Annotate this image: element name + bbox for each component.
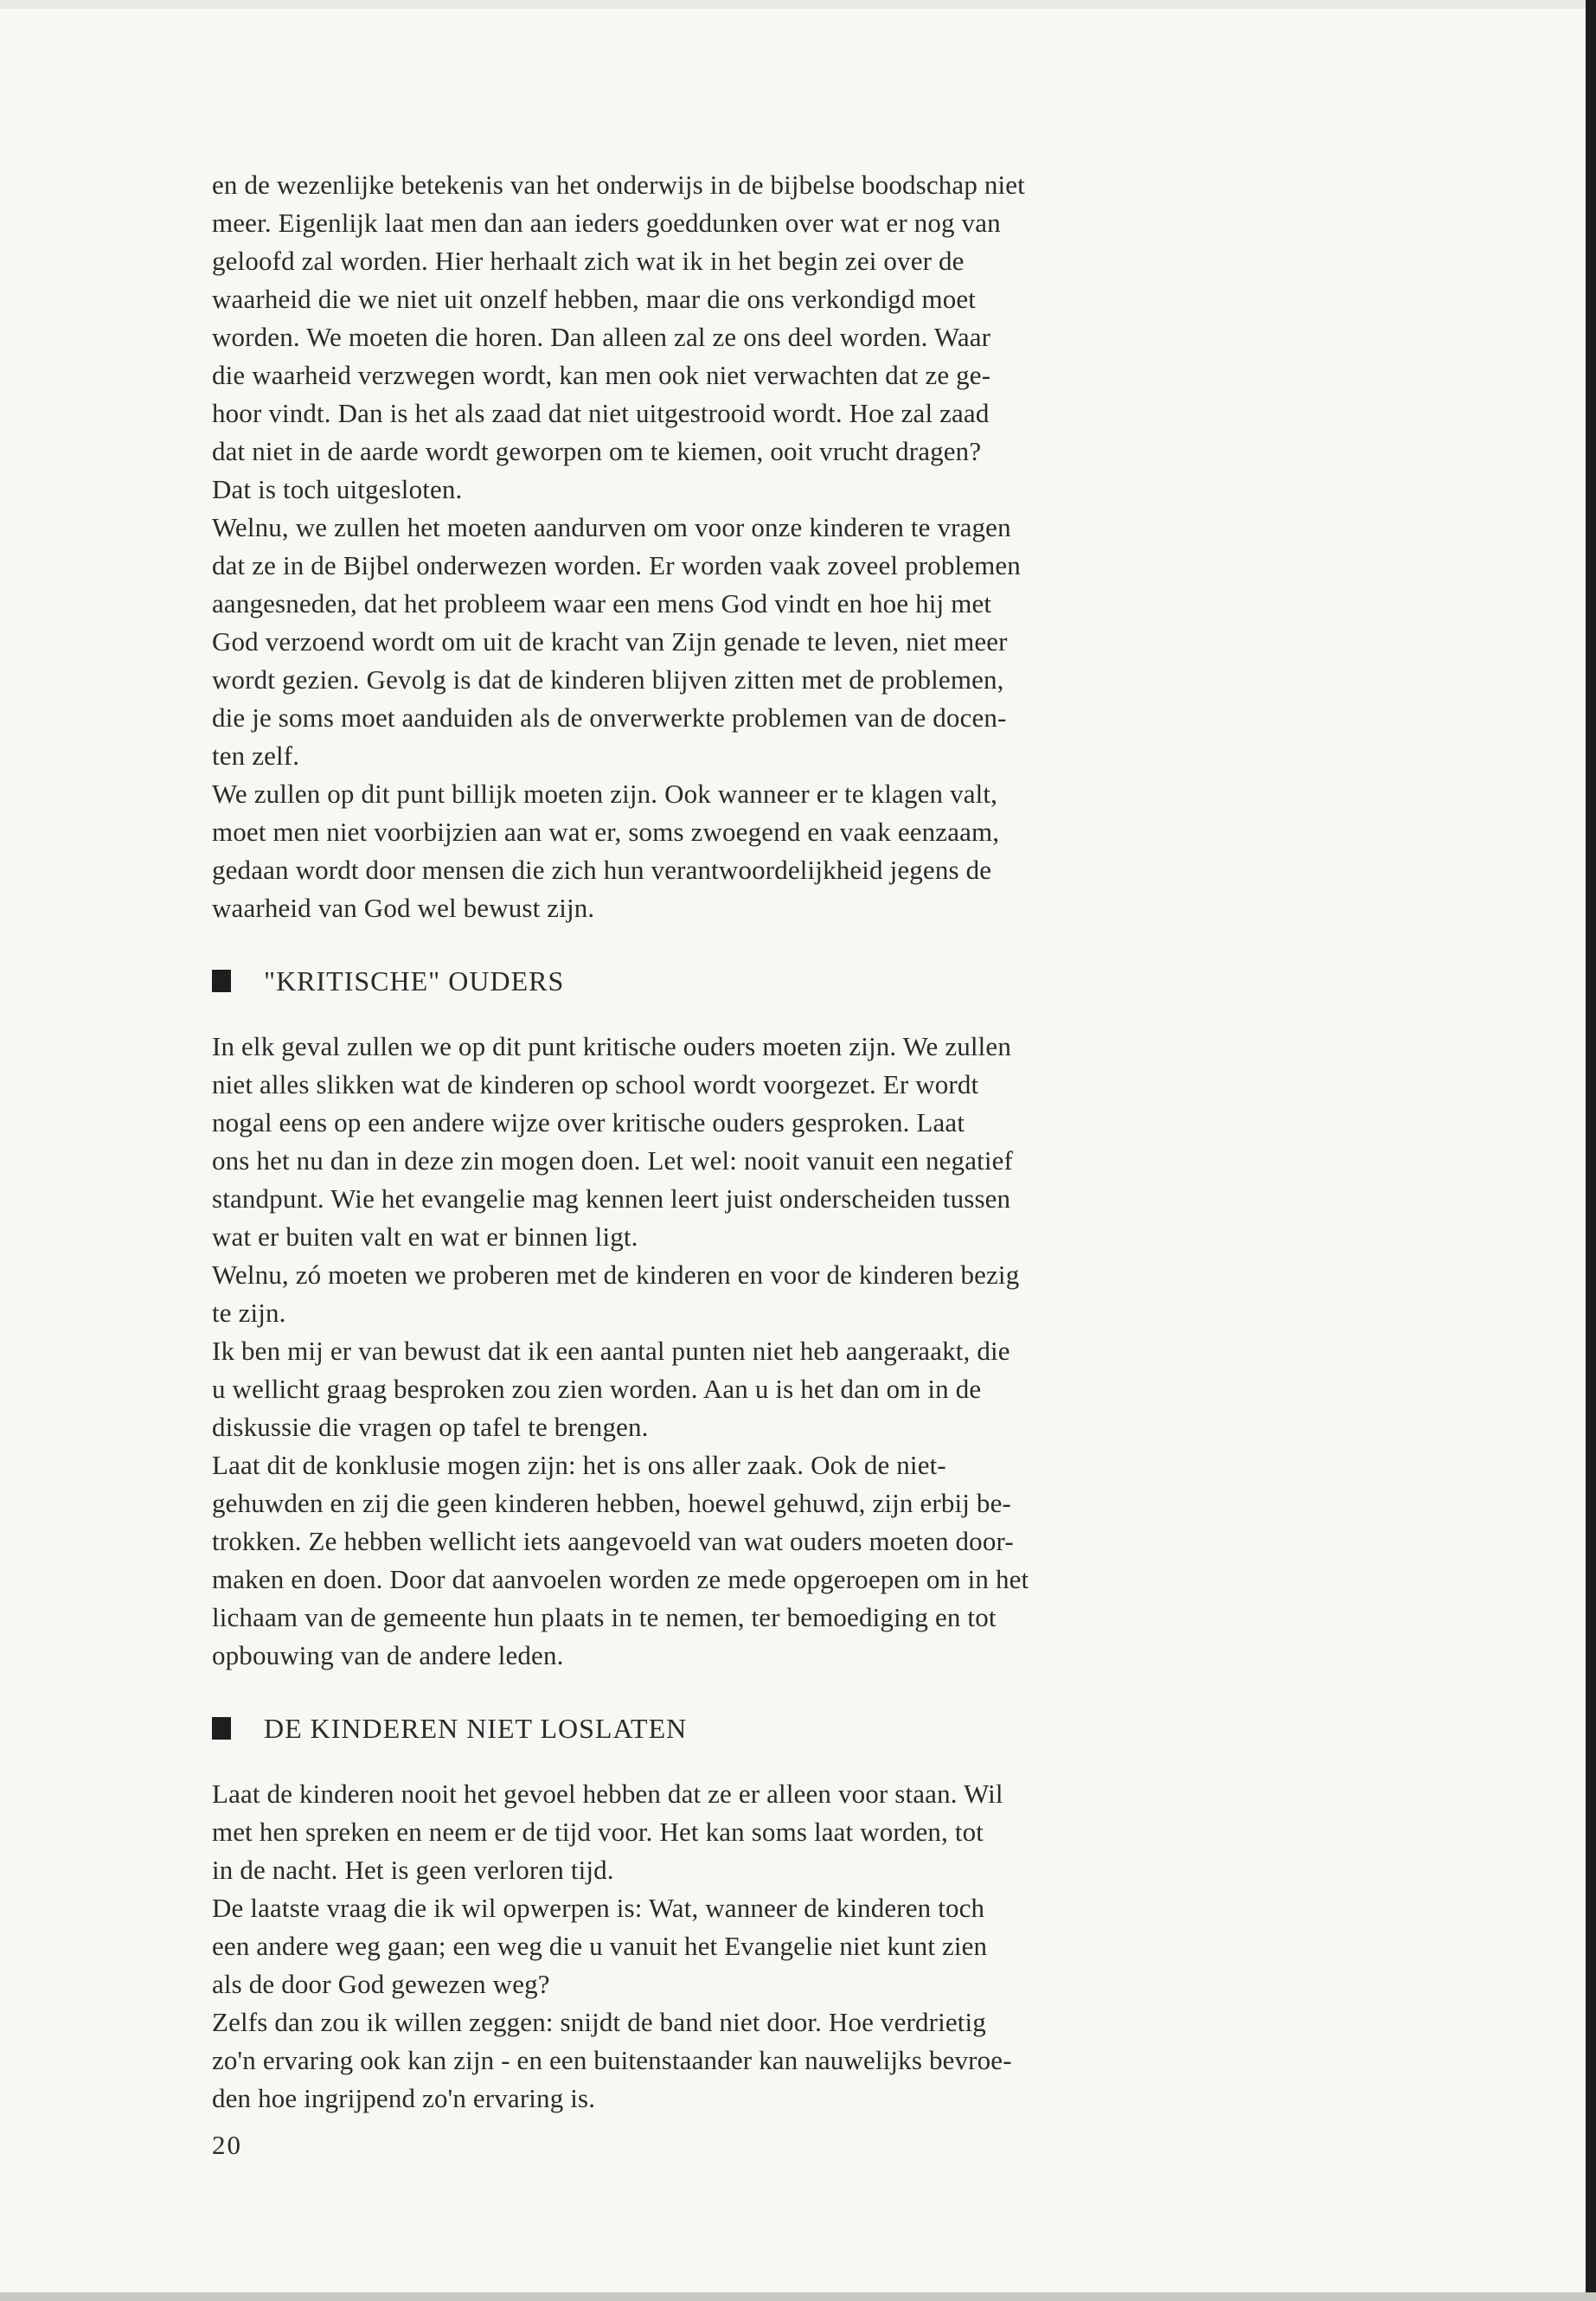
text-line: wat er buiten valt en wat er binnen ligt. <box>212 1221 638 1252</box>
text-line: ten zelf. <box>212 740 300 771</box>
square-bullet-icon <box>212 1717 231 1740</box>
text-line: waarheid van God wel bewust zijn. <box>212 893 595 923</box>
text-line: God verzoend wordt om uit de kracht van Zijn genade te leven, niet meer <box>212 626 1008 657</box>
text-line: trokken. Ze hebben wellicht iets aangevoeld van wat ouders moeten door- <box>212 1526 1014 1556</box>
page-edge-bottom <box>0 2292 1596 2301</box>
text-line: Laat de kinderen nooit het gevoel hebben dat ze er alleen voor staan. Wil <box>212 1779 1003 1809</box>
text-line: in de nacht. Het is geen verloren tijd. <box>212 1855 614 1885</box>
text-line: wordt gezien. Gevolg is dat de kinderen blijven zitten met de problemen, <box>212 664 1004 695</box>
text-line: te zijn. <box>212 1298 286 1328</box>
text-line: en de wezenlijke betekenis van het onderwijs in de bijbelse boodschap niet <box>212 170 1025 200</box>
text-line: nogal eens op een andere wijze over kritische ouders gesproken. Laat <box>212 1107 965 1138</box>
text-line: lichaam van de gemeente hun plaats in te nemen, ter bemoediging en tot <box>212 1602 997 1632</box>
text-line: geloofd zal worden. Hier herhaalt zich wat ik in het begin zei over de <box>212 246 965 276</box>
paragraph <box>212 1332 1458 1446</box>
page-content <box>212 166 1458 2164</box>
text-line: gehuwden en zij die geen kinderen hebben, hoewel gehuwd, zijn erbij be- <box>212 1488 1011 1518</box>
text-line: Laat dit de konklusie mogen zijn: het is ons aller zaak. Ook de niet- <box>212 1450 946 1480</box>
text-line: standpunt. Wie het evangelie mag kennen leert juist onderscheiden tussen <box>212 1183 1011 1214</box>
text-line: gedaan wordt door mensen die zich hun verantwoordelijkheid jegens de <box>212 855 992 885</box>
paragraph <box>212 1028 1458 1256</box>
text-line: waarheid die we niet uit onzelf hebben, maar die ons verkondigd moet <box>212 284 977 314</box>
section-kritische-ouders <box>212 964 1458 1675</box>
paragraph <box>212 509 1458 775</box>
paragraph <box>212 2003 1458 2118</box>
page-edge-top <box>0 0 1596 9</box>
square-bullet-icon <box>212 970 231 992</box>
text-line: hoor vindt. Dan is het als zaad dat niet uitgestrooid wordt. Hoe zal zaad <box>212 398 990 428</box>
text-line: In elk geval zullen we op dit punt kritische ouders moeten zijn. We zullen <box>212 1031 1011 1061</box>
text-line: Ik ben mij er van bewust dat ik een aantal punten niet heb aangeraakt, die <box>212 1336 1010 1366</box>
section-heading <box>212 1711 1458 1746</box>
page-edge-right <box>1586 0 1596 2301</box>
text-line: meer. Eigenlijk laat men dan aan ieders goeddunken over wat er nog van <box>212 208 1001 238</box>
text-line: Dat is toch uitgesloten. <box>212 474 463 504</box>
text-line: Welnu, zó moeten we proberen met de kinderen en voor de kinderen bezig <box>212 1259 1020 1290</box>
text-line: Welnu, we zullen het moeten aandurven om voor onze kinderen te vragen <box>212 512 1011 542</box>
text-line: u wellicht graag besproken zou zien worden. Aan u is het dan om in de <box>212 1374 982 1404</box>
text-line: niet alles slikken wat de kinderen op school wordt voorgezet. Er wordt <box>212 1069 979 1099</box>
text-line: als de door God gewezen weg? <box>212 1969 550 1999</box>
text-line: aangesneden, dat het probleem waar een mens God vindt en hoe hij met <box>212 588 992 619</box>
paragraph <box>212 1446 1458 1675</box>
text-line: ons het nu dan in deze zin mogen doen. Let wel: nooit vanuit een negatief <box>212 1145 1014 1176</box>
text-line: Zelfs dan zou ik willen zeggen: snijdt de band niet door. Hoe verdrietig <box>212 2007 986 2037</box>
top-paragraphs <box>212 166 1458 927</box>
text-line: met hen spreken en neem er de tijd voor. Het kan soms laat worden, tot <box>212 1817 984 1847</box>
paragraph <box>212 166 1458 509</box>
paragraph <box>212 1775 1458 1889</box>
text-line: een andere weg gaan; een weg die u vanuit het Evangelie niet kunt zien <box>212 1931 988 1961</box>
section-kinderen-niet-loslaten <box>212 1711 1458 2118</box>
text-line: den hoe ingrijpend zo'n ervaring is. <box>212 2083 596 2113</box>
page-number: 20 <box>212 2130 242 2160</box>
text-line: die je soms moet aanduiden als de onverwerkte problemen van de docen- <box>212 702 1007 733</box>
text-line: dat ze in de Bijbel onderwezen worden. Er worden vaak zoveel problemen <box>212 550 1021 580</box>
paragraph <box>212 1889 1458 2003</box>
paragraph <box>212 1256 1458 1332</box>
text-line: worden. We moeten die horen. Dan alleen zal ze ons deel worden. Waar <box>212 322 991 352</box>
text-line: We zullen op dit punt billijk moeten zijn. Ook wanneer er te klagen valt, <box>212 779 998 809</box>
text-line: maken en doen. Door dat aanvoelen worden ze mede opgeroepen om in het <box>212 1564 1029 1594</box>
text-line: moet men niet voorbijzien aan wat er, soms zwoegend en vaak eenzaam, <box>212 817 1000 847</box>
section-heading <box>212 964 1458 998</box>
paragraph <box>212 775 1458 927</box>
text-line: die waarheid verzwegen wordt, kan men ook niet verwachten dat ze ge- <box>212 360 991 390</box>
text-line: opbouwing van de andere leden. <box>212 1640 564 1670</box>
text-line: De laatste vraag die ik wil opwerpen is: Wat, wanneer de kinderen toch <box>212 1893 985 1923</box>
text-line: zo'n ervaring ook kan zijn - en een buitenstaander kan nauwelijks bevroe- <box>212 2045 1012 2075</box>
text-line: dat niet in de aarde wordt geworpen om te kiemen, ooit vrucht dragen? <box>212 436 982 466</box>
section-heading-text: "KRITISCHE" OUDERS <box>264 965 565 997</box>
text-line: diskussie die vragen op tafel te brengen. <box>212 1412 649 1442</box>
section-heading-text: DE KINDEREN NIET LOSLATEN <box>264 1713 688 1744</box>
